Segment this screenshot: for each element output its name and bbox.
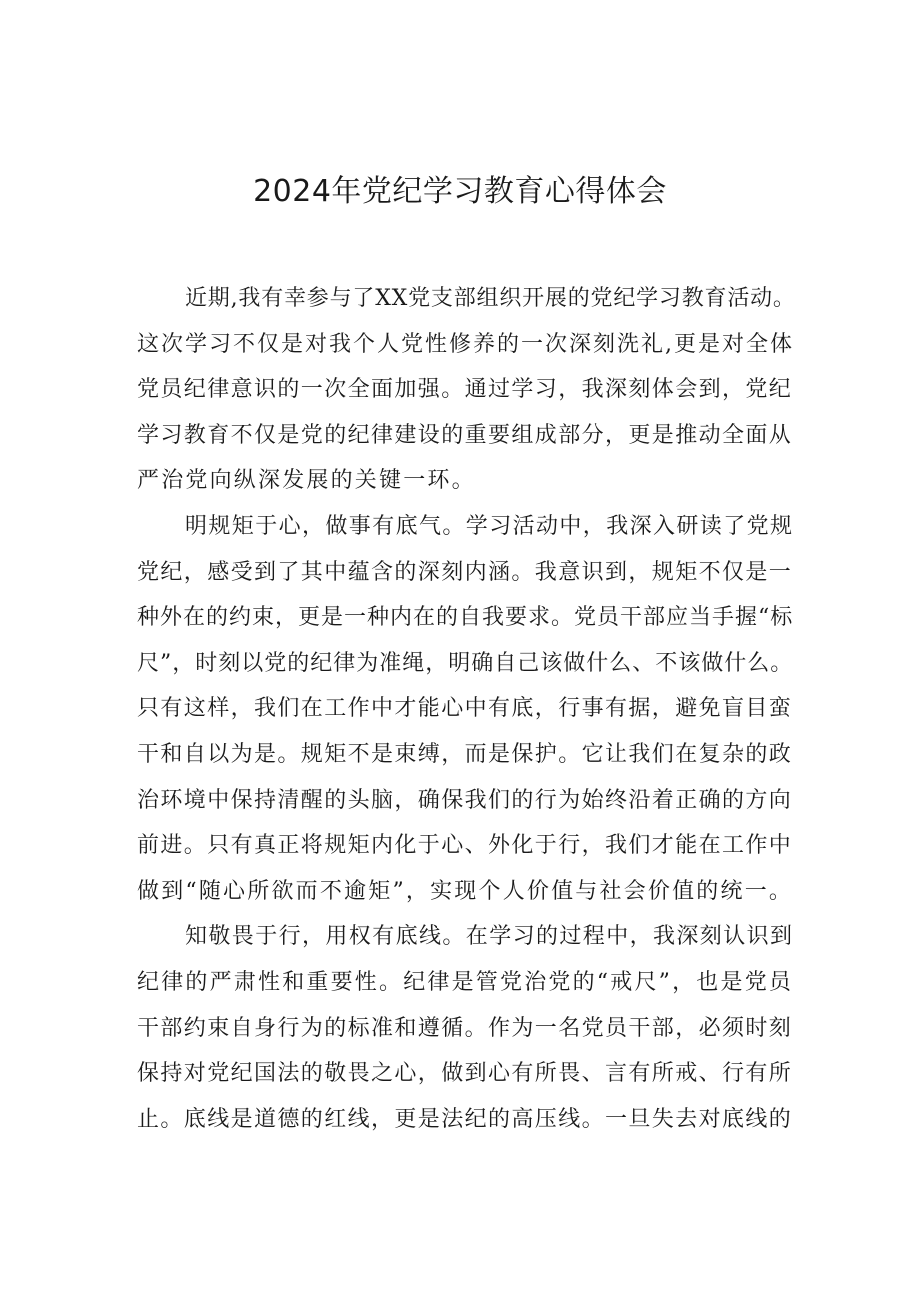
paragraph-line: 干部约束自身行为的标准和遵循。作为一名党员干部，必须时刻 [137, 1015, 793, 1041]
paragraph-line: 保持对党纪国法的敬畏之心，做到心有所畏、言有所戒、行有所 [137, 1061, 793, 1087]
document-body [137, 276, 797, 1142]
paragraph-line: 党员纪律意识的一次全面加强。通过学习，我深刻体会到，党纪 [137, 377, 793, 403]
paragraph-first-line: 知敬畏于行，用权有底线。在学习的过程中，我深刻认识到 [185, 924, 794, 950]
paragraph-first-line: 明规矩于心，做事有底气。学习活动中，我深入研读了党规 [185, 513, 794, 539]
paragraph-line: 前进。只有真正将规矩内化于心、外化于行，我们才能在工作中 [137, 833, 793, 859]
paragraph-line: 治环境中保持清醒的头脑，确保我们的行为始终沿着正确的方向 [137, 787, 793, 813]
paragraph-line: 种外在的约束，更是一种内在的自我要求。党员干部应当手握“标 [137, 605, 794, 631]
paragraph-line: 干和自以为是。规矩不是束缚，而是保护。它让我们在复杂的政 [137, 741, 793, 767]
paragraph-line: 止。底线是道德的红线，更是法纪的高压线。一旦失去对底线的 [137, 1106, 793, 1132]
paragraph-line: 这次学习不仅是对我个人党性修养的一次深刻洗礼,更是对全体 [137, 331, 794, 357]
paragraph-line: 学习教育不仅是党的纪律建设的重要组成部分，更是推动全面从 [137, 422, 793, 448]
paragraph-line: 纪律的严肃性和重要性。纪律是管党治党的“戒尺”，也是党员 [137, 969, 794, 995]
document-title: 2024年党纪学习教育心得体会 [253, 174, 667, 209]
paragraph-first-line: 近期,我有幸参与了XX党支部组织开展的党纪学习教育活动。 [185, 286, 796, 311]
paragraph-line: 尺”，时刻以党的纪律为准绳，明确自己该做什么、不该做什么。 [137, 650, 794, 676]
paragraph-line: 严治党向纵深发展的关键一环。 [137, 468, 476, 494]
paragraph-line: 只有这样，我们在工作中才能心中有底，行事有据，避免盲目蛮 [137, 696, 793, 722]
paragraph-line: 党纪，感受到了其中蕴含的深刻内涵。我意识到，规矩不仅是一 [137, 559, 793, 585]
paragraph-line: 做到“随心所欲而不逾矩”，实现个人价值与社会价值的统一。 [137, 878, 794, 904]
